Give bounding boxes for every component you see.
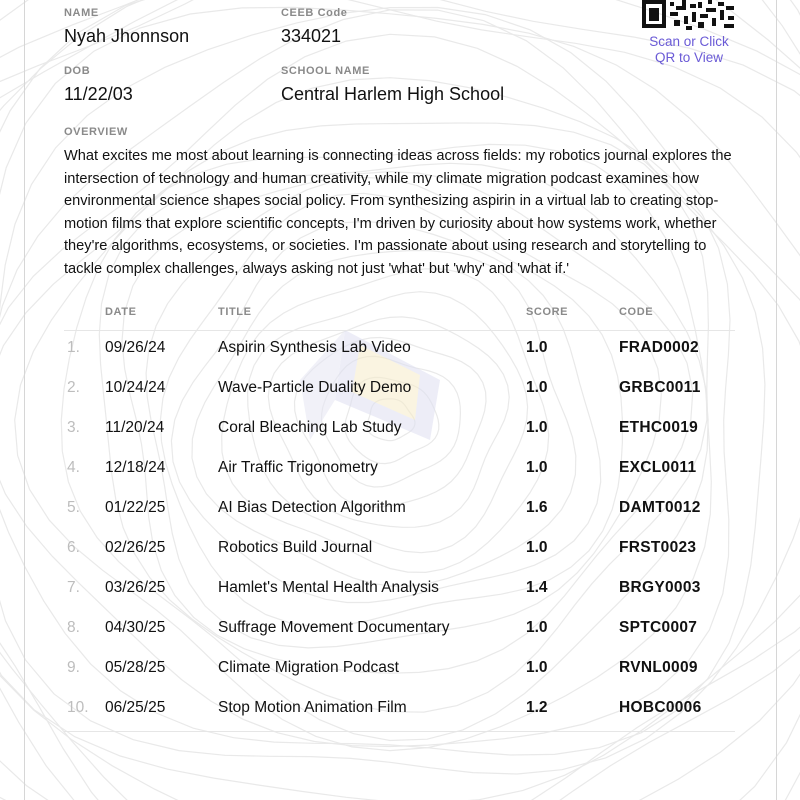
row-title: Suffrage Movement Documentary — [218, 619, 450, 636]
row-date: 10/24/24 — [105, 379, 166, 396]
row-code: ETHC0019 — [619, 419, 699, 436]
row-code: BRGY0003 — [619, 579, 701, 596]
coursework-table — [64, 300, 735, 733]
row-score: 1.0 — [526, 659, 548, 676]
table-header — [64, 300, 735, 331]
table-row — [64, 411, 735, 451]
row-date: 02/26/25 — [105, 539, 166, 556]
row-title: Hamlet's Mental Health Analysis — [218, 579, 439, 596]
row-date: 01/22/25 — [105, 499, 166, 516]
row-number: 2. — [67, 379, 80, 396]
row-score: 1.0 — [526, 339, 548, 356]
row-title: Coral Bleaching Lab Study — [218, 419, 402, 436]
qr-code-icon[interactable] — [640, 0, 738, 32]
qr-caption-line1[interactable]: Scan or Click — [649, 34, 729, 49]
row-date: 05/28/25 — [105, 659, 166, 676]
row-date: 06/25/25 — [105, 699, 166, 716]
table-row — [64, 331, 735, 371]
date-of-birth: 11/22/03 — [64, 84, 133, 104]
row-date: 04/30/25 — [105, 619, 166, 636]
header-title: TITLE — [218, 306, 252, 318]
row-number: 4. — [67, 459, 80, 476]
table-row — [64, 371, 735, 411]
row-title: Aspirin Synthesis Lab Video — [218, 339, 411, 356]
row-score: 1.0 — [526, 539, 548, 556]
table-row — [64, 571, 735, 611]
row-score: 1.6 — [526, 499, 548, 516]
row-number: 8. — [67, 619, 80, 636]
row-score: 1.0 — [526, 619, 548, 636]
row-score: 1.4 — [526, 579, 548, 596]
table-row — [64, 491, 735, 531]
table-row — [64, 611, 735, 651]
ceeb-code: 334021 — [281, 26, 342, 46]
row-code: FRAD0002 — [619, 339, 699, 356]
row-date: 03/26/25 — [105, 579, 166, 596]
row-title: Climate Migration Podcast — [218, 659, 399, 676]
dob-label: DOB — [64, 65, 91, 77]
table-row — [64, 651, 735, 691]
row-number: 6. — [67, 539, 80, 556]
row-score: 1.2 — [526, 699, 548, 716]
name-label: NAME — [64, 7, 99, 19]
row-code: RVNL0009 — [619, 659, 698, 676]
row-title: Air Traffic Trigonometry — [218, 459, 378, 476]
row-title: Stop Motion Animation Film — [218, 699, 407, 716]
row-title: Robotics Build Journal — [218, 539, 373, 556]
ceeb-label: CEEB Code — [281, 7, 348, 19]
row-code: SPTC0007 — [619, 619, 698, 636]
row-number: 7. — [67, 579, 80, 596]
overview-label: OVERVIEW — [64, 126, 128, 138]
header-code: CODE — [619, 306, 654, 318]
row-score: 1.0 — [526, 419, 548, 436]
qr-caption-line2[interactable]: QR to View — [654, 50, 724, 65]
school-name: Central Harlem High School — [281, 84, 505, 104]
row-code: FRST0023 — [619, 539, 697, 556]
row-number: 9. — [67, 659, 80, 676]
header-score: SCORE — [526, 306, 569, 318]
row-code: HOBC0006 — [619, 699, 702, 716]
row-code: DAMT0012 — [619, 499, 701, 516]
row-date: 09/26/24 — [105, 339, 166, 356]
row-title: AI Bias Detection Algorithm — [218, 499, 406, 516]
table-bottom-border — [64, 731, 735, 733]
student-name: Nyah Jhonnson — [64, 26, 190, 46]
row-code: GRBC0011 — [619, 379, 701, 396]
header-date: DATE — [105, 306, 137, 318]
table-body — [64, 331, 735, 731]
table-row — [64, 451, 735, 491]
table-row — [64, 691, 735, 731]
row-title: Wave-Particle Duality Demo — [218, 379, 412, 396]
row-number: 5. — [67, 499, 80, 516]
row-score: 1.0 — [526, 459, 548, 476]
row-number: 10. — [67, 699, 89, 716]
row-code: EXCL0011 — [619, 459, 697, 476]
row-number: 1. — [67, 339, 80, 356]
overview-text: What excites me most about learning is connecting ideas across fields: my robotics journal explores the intersection of technology and human creativity, while my climate migration podcast examines how environmental science shapes social policy. From synthesizing aspirin in a virtual lab to creating stop-motion films that explore scientific concepts, I'm driven by curiosity about how systems work, whether they're algorithms, ecosystems, or societies. I'm passionate about using research and storytelling to tackle complex challenges, always asking not just 'what' but 'why' and 'what if.' — [64, 148, 732, 277]
row-date: 11/20/24 — [105, 419, 165, 436]
row-number: 3. — [67, 419, 80, 436]
school-name-label: SCHOOL NAME — [281, 65, 370, 77]
row-score: 1.0 — [526, 379, 548, 396]
qr-caption[interactable] — [628, 34, 750, 66]
table-row — [64, 531, 735, 571]
row-date: 12/18/24 — [105, 459, 166, 476]
